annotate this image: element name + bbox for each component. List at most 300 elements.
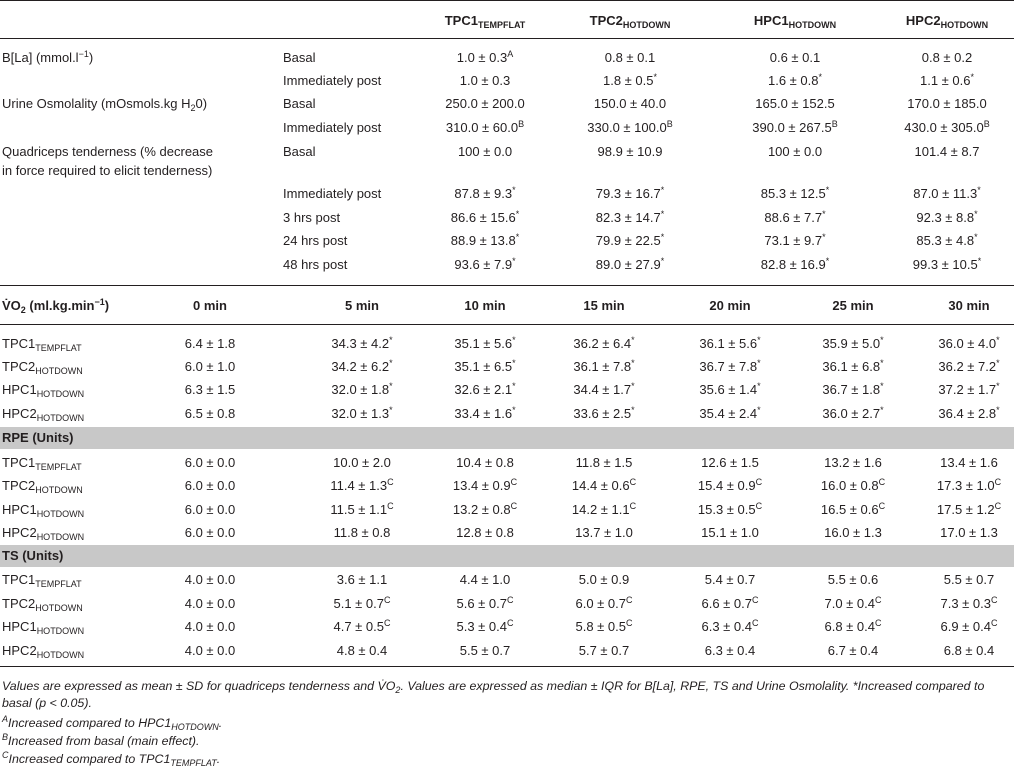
section-title: TS (Units) <box>2 548 64 563</box>
table-cell <box>405 96 565 112</box>
table-cell-value: 6.3 ± 0.4 <box>701 619 752 634</box>
table-cell <box>889 525 1014 541</box>
table-cell-value: 85.3 ± 12.5 <box>760 186 826 201</box>
row-group-name: TPC2 <box>2 478 36 493</box>
table-cell-value: 36.1 ± 7.8 <box>573 359 632 374</box>
table-cell-value: 13.7 ± 1.0 <box>575 525 633 540</box>
table-cell <box>405 50 565 66</box>
table-cell-value: 0.8 ± 0.1 <box>604 50 656 65</box>
time-column-header <box>130 298 290 314</box>
table-cell <box>130 406 290 422</box>
row-group-label <box>2 336 82 352</box>
table-cell-value: 89.0 ± 27.9 <box>595 257 661 272</box>
table-cell-value: 5.1 ± 0.7 <box>333 596 384 611</box>
table-cell-value: 4.0 ± 0.0 <box>184 643 236 658</box>
row-group-label <box>2 596 83 612</box>
table-cell-mark: * <box>389 381 393 391</box>
table-cell <box>715 186 875 202</box>
table-cell <box>867 210 1014 226</box>
table-cell <box>550 186 710 202</box>
table-cell-value: 93.6 ± 7.9 <box>454 257 513 272</box>
row-group-label <box>2 643 84 659</box>
table-cell-value: 100 ± 0.0 <box>457 144 513 159</box>
row-condition-label: Basal <box>283 50 316 65</box>
table-cell-mark: C <box>991 618 998 628</box>
row-group-condition: HOTDOWN <box>35 603 83 613</box>
table-cell-value: 88.6 ± 7.7 <box>764 210 823 225</box>
table-cell <box>867 233 1014 249</box>
table-cell <box>550 233 710 249</box>
table-cell-value: 35.6 ± 1.4 <box>699 382 758 397</box>
table-cell-value: 87.8 ± 9.3 <box>454 186 513 201</box>
table-cell-mark: C <box>875 595 882 605</box>
table-cell-mark: C <box>510 477 518 487</box>
table-cell-mark: C <box>387 477 394 487</box>
table-cell-value: 6.5 ± 0.8 <box>184 406 236 421</box>
table-cell-mark: * <box>660 185 665 195</box>
row-group-name: HPC2 <box>2 643 37 658</box>
table-cell-value: 330.0 ± 100.0 <box>587 120 667 135</box>
table-cell-mark: B <box>831 119 838 129</box>
row-group-name: HPC2 <box>2 406 37 421</box>
table-cell-value: 6.3 ± 1.5 <box>184 382 236 397</box>
table-cell-value: 35.9 ± 5.0 <box>822 336 881 351</box>
bottom-rule <box>0 666 1014 667</box>
row-group-name: TPC1 <box>2 572 36 587</box>
table-cell-value: 35.1 ± 6.5 <box>454 359 513 374</box>
table-cell <box>405 210 565 226</box>
table-cell-mark: C <box>629 501 637 511</box>
table-cell-mark: C <box>384 618 391 628</box>
table-cell-value: 36.2 ± 6.4 <box>573 336 632 351</box>
footnote-tail: . <box>218 716 223 730</box>
table-cell-value: 85.3 ± 4.8 <box>916 233 975 248</box>
table-cell <box>867 120 1014 136</box>
table-cell-mark: * <box>631 335 635 345</box>
table-cell-mark: C <box>752 618 759 628</box>
time-column-header-value: 25 min <box>832 298 874 313</box>
row-group-condition: TEMPFLAT <box>35 579 82 589</box>
table-cell-value: 5.6 ± 0.7 <box>456 596 507 611</box>
table-cell-value: 0.6 ± 0.1 <box>769 50 821 65</box>
table-cell-mark: * <box>822 209 826 219</box>
table-cell-value: 6.9 ± 0.4 <box>940 619 991 634</box>
vo2-header-rule <box>0 324 1014 325</box>
footnote-main-subscript: 2 <box>395 685 401 695</box>
table-cell-value: 1.0 ± 0.3 <box>459 73 511 88</box>
table-cell-mark: * <box>653 72 658 82</box>
table-cell-value: 100 ± 0.0 <box>767 144 823 159</box>
row-measure-exponent: −1 <box>78 49 89 59</box>
table-cell-value: 430.0 ± 305.0 <box>904 120 984 135</box>
table-cell-value: 35.1 ± 5.6 <box>454 336 513 351</box>
table-cell-value: 14.2 ± 1.1 <box>571 502 630 517</box>
row-group-name: TPC1 <box>2 336 36 351</box>
row-group-condition: TEMPFLAT <box>35 343 82 353</box>
table-cell-value: 5.5 ± 0.7 <box>943 572 995 587</box>
row-condition-label: 3 hrs post <box>283 210 341 225</box>
footnote-text: Increased compared to HPC1 <box>8 716 172 730</box>
section-band <box>0 427 1014 449</box>
table-cell-value: 1.0 ± 0.3 <box>456 50 508 65</box>
table-cell-value: 5.8 ± 0.5 <box>575 619 626 634</box>
table-cell-mark: * <box>822 232 826 242</box>
section-band <box>0 545 1014 567</box>
table-cell-value: 170.0 ± 185.0 <box>907 96 987 111</box>
table-cell-mark: C <box>991 595 998 605</box>
footnote-mark: A <box>2 714 9 724</box>
table-cell-mark: * <box>880 358 884 368</box>
footnote-main-text: Values are expressed as mean ± SD for quadriceps tenderness and V̇O <box>2 679 396 693</box>
table-cell-value: 11.5 ± 1.1 <box>330 502 388 517</box>
table-cell-value: 33.4 ± 1.6 <box>454 406 513 421</box>
table-cell-mark: * <box>512 256 516 266</box>
row-group-label <box>2 406 84 422</box>
table-cell-value: 34.2 ± 6.2 <box>331 359 390 374</box>
table-cell <box>889 643 1014 659</box>
footnote-mark: B <box>2 732 9 742</box>
table-cell <box>405 144 565 160</box>
table-cell <box>405 257 565 273</box>
vo2-header-symbol: V̇O <box>2 298 21 313</box>
table-cell <box>405 186 565 202</box>
table-cell-value: 36.7 ± 1.8 <box>822 382 881 397</box>
table-cell <box>130 596 290 612</box>
row-group-condition: HOTDOWN <box>36 509 85 519</box>
table-cell-value: 6.8 ± 0.4 <box>943 643 995 658</box>
table-cell-mark: * <box>880 381 884 391</box>
row-group-label <box>2 478 83 494</box>
table-cell-value: 1.1 ± 0.6 <box>919 73 971 88</box>
table-cell-mark: C <box>994 501 1002 511</box>
row-group-condition: TEMPFLAT <box>35 462 82 472</box>
column-header-hpc2-hotdown <box>867 13 1014 29</box>
table-cell <box>130 359 290 375</box>
table-cell-value: 5.4 ± 0.7 <box>704 572 756 587</box>
table-cell-value: 5.5 ± 0.6 <box>827 572 879 587</box>
table-cell-mark: C <box>878 501 886 511</box>
table-cell-value: 37.2 ± 1.7 <box>938 382 997 397</box>
table-cell <box>130 572 290 588</box>
row-condition-label: Immediately post <box>283 120 382 135</box>
table-cell-mark: C <box>875 618 882 628</box>
table-cell <box>889 382 1014 398</box>
table-cell-mark: B <box>983 119 990 129</box>
table-cell-value: 36.7 ± 7.8 <box>699 359 758 374</box>
table-cell-mark: C <box>755 477 763 487</box>
table-cell <box>715 144 875 160</box>
table-cell-mark: C <box>384 595 391 605</box>
table-cell-value: 13.4 ± 1.6 <box>940 455 998 470</box>
row-group-label <box>2 359 83 375</box>
table-cell-value: 34.4 ± 1.7 <box>573 382 632 397</box>
table-cell-value: 13.4 ± 0.9 <box>452 478 511 493</box>
column-header-name: TPC2 <box>589 13 623 28</box>
table-cell-value: 310.0 ± 60.0 <box>445 120 519 135</box>
table-cell-mark: * <box>977 256 982 266</box>
table-cell <box>867 257 1014 273</box>
table-cell-mark: * <box>757 381 761 391</box>
table-cell-value: 12.8 ± 0.8 <box>456 525 514 540</box>
column-header-hpc1-hotdown <box>715 13 875 29</box>
table-cell-value: 5.0 ± 0.9 <box>578 572 630 587</box>
footnote-tail: . <box>216 752 221 766</box>
table-cell <box>889 336 1014 352</box>
row-measure-tail: 0) <box>195 96 208 111</box>
row-condition-label: 48 hrs post <box>283 257 348 272</box>
footnote-main-text-continued: . Values are expressed as median ± IQR for B[La], RPE, TS and Urine Osmolality. *Increased compared to basal (p < 0.05). <box>2 679 985 710</box>
row-measure-text: Urine Osmolality (mOsmols.kg H <box>2 96 191 111</box>
table-cell-value: 6.0 ± 0.0 <box>184 478 236 493</box>
table-cell-mark: * <box>660 232 665 242</box>
table-cell <box>550 144 710 160</box>
row-group-label <box>2 382 84 398</box>
table-cell-mark: C <box>507 618 514 628</box>
footnote-subscript: HOTDOWN <box>171 722 219 732</box>
section-rule <box>0 285 1014 286</box>
row-condition-label: Basal <box>283 144 316 159</box>
row-group-name: TPC2 <box>2 359 36 374</box>
table-cell-value: 15.1 ± 1.0 <box>701 525 759 540</box>
table-cell-value: 4.4 ± 1.0 <box>459 572 511 587</box>
row-measure-label-continued: in force required to elicit tenderness) <box>2 163 213 178</box>
time-column-header-value: 5 min <box>345 298 379 313</box>
table-cell-value: 34.3 ± 4.2 <box>331 336 390 351</box>
table-cell-value: 11.4 ± 1.3 <box>330 478 388 493</box>
table-cell <box>405 233 565 249</box>
table-cell <box>889 502 1014 518</box>
row-group-condition: HOTDOWN <box>35 485 83 495</box>
table-cell-mark: * <box>389 405 393 415</box>
table-cell-mark: * <box>970 72 975 82</box>
time-column-header-value: 20 min <box>709 298 751 313</box>
table-cell-value: 36.0 ± 4.0 <box>938 336 997 351</box>
time-column-header-value: 10 min <box>464 298 506 313</box>
table-cell-value: 11.8 ± 1.5 <box>575 455 633 470</box>
time-column-header-value: 0 min <box>193 298 227 313</box>
table-cell <box>867 144 1014 160</box>
table-cell <box>715 96 875 112</box>
row-measure-label <box>2 96 207 112</box>
table-cell-value: 6.0 ± 0.7 <box>575 596 626 611</box>
table-cell <box>130 336 290 352</box>
row-group-label <box>2 572 82 588</box>
vo2-header-subscript: 2 <box>20 305 26 315</box>
table-cell-value: 6.0 ± 0.0 <box>184 525 236 540</box>
table-cell-value: 32.0 ± 1.3 <box>331 406 390 421</box>
table-cell-value: 6.7 ± 0.4 <box>827 643 879 658</box>
table-cell-mark: * <box>512 335 516 345</box>
table-cell <box>405 120 565 136</box>
table-cell-mark: C <box>507 595 514 605</box>
table-cell-value: 250.0 ± 200.0 <box>445 96 525 111</box>
top-rule <box>0 0 1014 1</box>
table-cell-mark: * <box>512 358 516 368</box>
column-header-name: HPC2 <box>905 13 941 28</box>
table-cell-mark: C <box>626 618 633 628</box>
table-cell-mark: C <box>752 595 759 605</box>
table-cell-mark: * <box>389 335 393 345</box>
table-cell-mark: C <box>755 501 763 511</box>
table-cell-value: 16.0 ± 1.3 <box>824 525 882 540</box>
row-measure-label <box>2 144 213 160</box>
column-header-condition: HOTDOWN <box>788 20 837 30</box>
table-cell <box>889 455 1014 471</box>
table-cell-mark: B <box>666 119 673 129</box>
row-measure-text: Quadriceps tenderness (% decrease <box>2 144 214 159</box>
table-cell-value: 73.1 ± 9.7 <box>764 233 823 248</box>
table-cell-value: 16.5 ± 0.6 <box>820 502 879 517</box>
row-group-name: HPC2 <box>2 525 37 540</box>
table-cell-mark: * <box>757 405 761 415</box>
table-cell <box>715 120 875 136</box>
table-cell <box>889 596 1014 612</box>
table-cell-value: 390.0 ± 267.5 <box>752 120 832 135</box>
table-cell-value: 4.7 ± 0.5 <box>333 619 384 634</box>
table-cell-value: 35.4 ± 2.4 <box>699 406 758 421</box>
table-cell-value: 4.0 ± 0.0 <box>184 596 236 611</box>
table-cell-mark: * <box>974 232 978 242</box>
table-cell-mark: * <box>389 358 393 368</box>
row-condition-label: 24 hrs post <box>283 233 348 248</box>
table-cell-value: 79.9 ± 22.5 <box>595 233 661 248</box>
table-cell <box>715 50 875 66</box>
time-column-header-value: 15 min <box>583 298 625 313</box>
row-group-name: TPC2 <box>2 596 36 611</box>
footnote-b <box>2 733 1002 750</box>
table-cell-mark: * <box>880 335 884 345</box>
table-cell-value: 6.6 ± 0.7 <box>701 596 752 611</box>
table-cell-value: 5.3 ± 0.4 <box>456 619 507 634</box>
table-cell-value: 36.2 ± 7.2 <box>938 359 997 374</box>
row-measure-text: B[La] (mmol.l <box>2 50 79 65</box>
table-cell <box>550 120 710 136</box>
footnote-text: Increased from basal (main effect). <box>8 734 200 748</box>
row-group-condition: HOTDOWN <box>35 366 83 376</box>
row-measure-label <box>2 50 93 66</box>
table-cell <box>715 233 875 249</box>
table-cell-mark: * <box>996 335 1000 345</box>
footnote-c <box>2 751 1002 768</box>
table-cell-mark: * <box>660 256 665 266</box>
row-group-label <box>2 525 84 541</box>
table-cell-mark: * <box>996 358 1000 368</box>
table-cell <box>867 96 1014 112</box>
table-cell-value: 32.0 ± 1.8 <box>331 382 390 397</box>
row-group-condition: HOTDOWN <box>36 532 85 542</box>
table-cell <box>889 406 1014 422</box>
table-cell-value: 87.0 ± 11.3 <box>913 186 978 201</box>
row-group-condition: HOTDOWN <box>36 413 85 423</box>
table-cell-value: 0.8 ± 0.2 <box>921 50 973 65</box>
table-cell-value: 13.2 ± 0.8 <box>452 502 511 517</box>
table-cell-mark: * <box>515 232 520 242</box>
table-cell-value: 5.7 ± 0.7 <box>578 643 630 658</box>
row-measure-subscript: 2 <box>190 103 196 113</box>
table-cell-value: 4.8 ± 0.4 <box>336 643 388 658</box>
table-cell-mark: * <box>977 185 981 195</box>
table-cell <box>867 186 1014 202</box>
table-cell <box>130 643 290 659</box>
table-cell <box>715 210 875 226</box>
table-cell <box>130 455 290 471</box>
table-cell-value: 92.3 ± 8.8 <box>916 210 975 225</box>
header-rule <box>0 38 1014 39</box>
table-cell-value: 82.8 ± 16.9 <box>760 257 826 272</box>
table-cell-value: 36.0 ± 2.7 <box>822 406 881 421</box>
table-cell <box>550 96 710 112</box>
time-column-header-value: 30 min <box>948 298 990 313</box>
table-cell-mark: * <box>880 405 884 415</box>
table-cell-mark: C <box>387 501 394 511</box>
column-header-condition: TEMPFLAT <box>477 20 526 30</box>
table-cell-value: 1.6 ± 0.8 <box>767 73 819 88</box>
footnote-mark: C <box>2 750 9 760</box>
footnote-a <box>2 715 1002 732</box>
table-cell-value: 7.3 ± 0.3 <box>940 596 991 611</box>
table-cell-value: 6.8 ± 0.4 <box>824 619 875 634</box>
table-cell <box>130 382 290 398</box>
table-cell-value: 16.0 ± 0.8 <box>820 478 879 493</box>
row-group-name: HPC1 <box>2 502 37 517</box>
table-cell-value: 12.6 ± 1.5 <box>701 455 759 470</box>
table-cell-value: 101.4 ± 8.7 <box>914 144 980 159</box>
column-header-condition: HOTDOWN <box>622 20 671 30</box>
table-cell-value: 14.4 ± 0.6 <box>571 478 630 493</box>
table-cell-mark: * <box>825 185 830 195</box>
table-cell-mark: A <box>507 49 514 59</box>
table-cell-mark: * <box>757 358 761 368</box>
table-cell-mark: C <box>629 477 637 487</box>
time-column-header <box>889 298 1014 314</box>
table-cell-mark: * <box>512 405 516 415</box>
table-cell <box>550 73 710 89</box>
table-cell-value: 6.0 ± 0.0 <box>184 502 236 517</box>
table-cell-mark: * <box>818 72 823 82</box>
table-cell-mark: * <box>974 209 978 219</box>
table-cell-value: 13.2 ± 1.6 <box>824 455 882 470</box>
column-header-tpc1-tempflat <box>405 13 565 29</box>
table-cell <box>550 257 710 273</box>
table-cell-value: 3.6 ± 1.1 <box>336 572 388 587</box>
column-header-condition: HOTDOWN <box>940 20 989 30</box>
table-cell <box>889 359 1014 375</box>
row-group-label <box>2 502 84 518</box>
table-cell <box>130 502 290 518</box>
table-cell-mark: * <box>996 381 1000 391</box>
table-cell <box>130 478 290 494</box>
table-cell <box>550 210 710 226</box>
table-cell-value: 10.0 ± 2.0 <box>333 455 391 470</box>
table-cell <box>889 619 1014 635</box>
table-cell-value: 5.5 ± 0.7 <box>459 643 511 658</box>
table-cell <box>867 73 1014 89</box>
table-cell <box>889 478 1014 494</box>
table-cell-value: 82.3 ± 14.7 <box>595 210 661 225</box>
column-header-name: TPC1 <box>444 13 478 28</box>
table-cell-value: 4.0 ± 0.0 <box>184 619 236 634</box>
table-cell-value: 86.6 ± 15.6 <box>450 210 516 225</box>
table-cell-mark: C <box>626 595 633 605</box>
table-cell-mark: * <box>631 381 635 391</box>
table-cell-mark: * <box>757 335 761 345</box>
table-cell <box>130 619 290 635</box>
table-cell-value: 150.0 ± 40.0 <box>593 96 667 111</box>
table-cell <box>130 525 290 541</box>
row-group-condition: HOTDOWN <box>36 650 85 660</box>
table-cell-value: 6.3 ± 0.4 <box>704 643 756 658</box>
table-cell-mark: C <box>878 477 886 487</box>
